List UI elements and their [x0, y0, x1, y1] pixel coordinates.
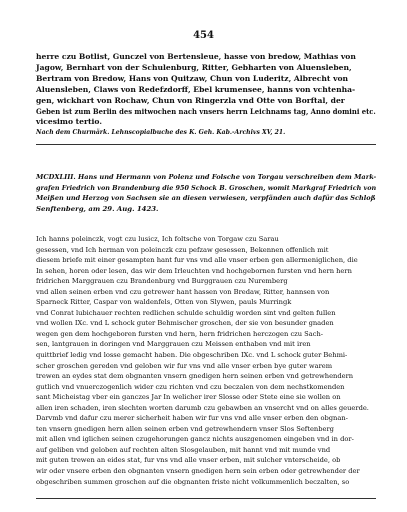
heading-line: grafen Friedrich von Brandenburg die 950 Schock B. Groschen, womit Markgraf Friedrich von — [36, 183, 377, 192]
heading-line: Senftenberg, am 29. Aug. 1423. — [36, 204, 159, 213]
text-line: mit allen vnd iglichen seinen czugehorungen gancz nichts auszgenomen eingeben vnd in dor- — [36, 435, 354, 444]
text-line: herre czu Botlist, Gunczel von Bertensleue, hasse von bredow, Mathias von — [36, 52, 356, 61]
text-line: sant Micheistag vber ein ganczes Jar In welicher irer Slosse oder Stete eine sie wollen on — [36, 393, 341, 402]
text-line: vnd allen seinen erben vnd czu getrewer hant hassen von Bredaw, Ritter, hannsen von — [36, 287, 330, 296]
page-number: 454 — [193, 30, 214, 41]
text-line: obgeschriben summen groschen auf die obgnanten friste nicht volkummenlich beczalten, so — [36, 477, 350, 486]
divider — [36, 144, 376, 145]
document-heading — [36, 172, 376, 214]
text-line: trewen an eydes stat dem obgnanten vnsern gnedigen hern seinen erben vnd getrewhendern — [36, 372, 354, 381]
text-line: Sparneck Ritter, Caspar von waldenfels, Otten von Slywen, pauls Murringk — [36, 298, 292, 307]
text-line: fridrichen Marggrauen czu Brandenburg vnd Burggrauen czu Nuremberg — [36, 277, 288, 286]
text-line: diesem briefe mit einer gesampten hant fur vns vnd alle vnser erben gen allermeniglichen, die — [36, 256, 358, 265]
text-line: Bertram von Bredow, Hans von Quitzaw, Chun von Luderitz, Albrecht von — [36, 73, 349, 83]
text-line: scher groschen gereden vnd geloben wir fur vns vnd alle vnser erben bye guter warem — [36, 361, 333, 370]
text-line: gen, wickhart von Rochaw, Chun von Ringerzla vnd Otte von Borftal, der — [36, 95, 345, 105]
text-line: mit guten trewen an eides stat, fur vns vnd alle vnser erben, mit sulcher vnterscheide, ob — [36, 456, 341, 465]
source-note: Nach dem Churmärk. Lehnscopialbuche des K. Geh. Kab.-Archivs XV, 21. — [36, 129, 286, 136]
text-line: wir oder vnsere erben den obgnanten vnsern gnedigen hern sein erben oder getrewhender der — [36, 467, 360, 476]
text-line: wegen gen dem hochgeboren fursten vnd hern, hern fridrichen herczogen czu Sach- — [36, 329, 324, 338]
text-line: ten vnsern gnedigen hern allen seinen erben vnd getrewhendern vnser Slos Seftenberg — [36, 424, 334, 433]
text-line: gesessen, vnd Ich herman von poleinczk czu pefzaw gesessen, Bekennen offenlich mit — [36, 245, 329, 254]
text-line: Aluensleben, Claws von Redefzdorff, Ebel krumensee, hanns von vchtenha- — [36, 84, 356, 94]
text-line: vicesimo tertio. — [36, 117, 102, 127]
text-line: Darvmb vnd dafur czu merer sicherheit haben wir fur vns vnd alle vnser erben den obgnan- — [36, 414, 348, 423]
heading-line: Meißen und Herzog von Sachsen sie an diesen verwiesen, verpfänden auch dafür das Schloß — [36, 194, 376, 203]
closing-paragraph — [36, 52, 376, 128]
text-line: allen iren schaden, iren slechten worten darumb czu gebawben an vnsercht vnd on alles geuerde. — [36, 403, 369, 412]
text-line: In sehen, horen oder lesen, das wir dem Irleuchten vnd hochgebornen fursten vnd hern hern — [36, 266, 352, 275]
divider — [36, 498, 376, 499]
text-line: vnd wollen IXc. vnd L schock guter Behmischer groschen, der sie von besunder gnaden — [36, 319, 334, 328]
text-line: sen, lantgrauen in doringen vnd Marggrauen czu Meissen enthaben vnd mit iren — [36, 340, 311, 349]
heading-line: MCDXLIII. Hans und Hermann von Polenz und Folsche von Torgau verschreiben dem Mark- — [36, 173, 377, 181]
text-line: auf geliben vnd geloben auf rechten alten Slosgelauben, mit hannt vnd mit munde vnd — [36, 445, 331, 454]
text-line: quittbrief ledig vnd losse gemacht haben. Die obgeschriben IXc. vnd L schock guter Behmi- — [36, 351, 348, 360]
text-line: vnd Conrat lubichauer rechten redlichen schulde schuldig worden sint vnd gelten fullen — [36, 308, 336, 317]
text-line: Jagow, Bernhart von der Schulenburg, Ritter, Gebharten von Aluensleben, — [36, 62, 352, 72]
text-line: gutlich vnd vnuerczogenlich wider czu richten vnd czu beczalen von dem nechstkomenden — [36, 382, 345, 391]
document-body — [36, 234, 376, 487]
text-line: Geben ist zum Berlin des mitwochen nach vnsers herrn Leichnams tag, Anno domini etc. — [36, 106, 376, 116]
text-line: Ich hanns poleinczk, vogt czu lusicz, Ich foltsche von Torgaw czu Sarau — [36, 235, 279, 243]
